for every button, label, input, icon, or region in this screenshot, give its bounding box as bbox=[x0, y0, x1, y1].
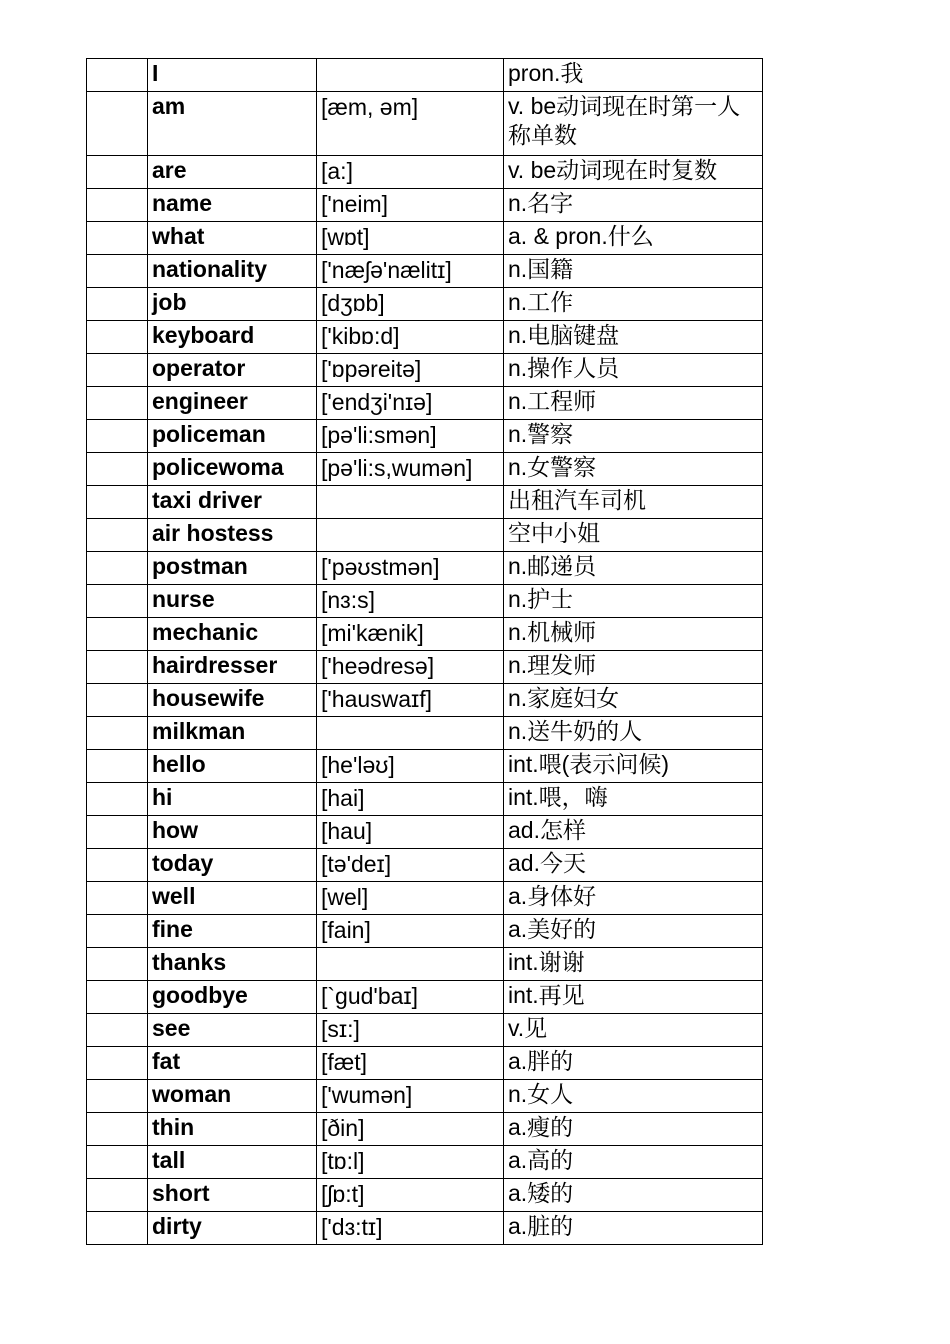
row-number-cell bbox=[87, 948, 148, 981]
meaning-cell: int.谢谢 bbox=[504, 948, 763, 981]
vocabulary-row bbox=[87, 651, 763, 684]
meaning-cell: a.瘦的 bbox=[504, 1113, 763, 1146]
word-cell: fine bbox=[148, 915, 317, 948]
row-number-cell bbox=[87, 585, 148, 618]
vocabulary-table-body bbox=[87, 59, 763, 1245]
word-cell: what bbox=[148, 222, 317, 255]
phonetic-cell: ['wumən] bbox=[317, 1080, 504, 1113]
row-number-cell bbox=[87, 783, 148, 816]
vocabulary-row bbox=[87, 354, 763, 387]
row-number-cell bbox=[87, 816, 148, 849]
vocabulary-row bbox=[87, 255, 763, 288]
meaning-cell: a.胖的 bbox=[504, 1047, 763, 1080]
phonetic-cell: [a:] bbox=[317, 156, 504, 189]
vocabulary-row bbox=[87, 1113, 763, 1146]
meaning-cell: n.警察 bbox=[504, 420, 763, 453]
row-number-cell bbox=[87, 651, 148, 684]
meaning-cell: 出租汽车司机 bbox=[504, 486, 763, 519]
word-cell: are bbox=[148, 156, 317, 189]
phonetic-cell: [ðin] bbox=[317, 1113, 504, 1146]
meaning-cell: a.身体好 bbox=[504, 882, 763, 915]
word-cell: short bbox=[148, 1179, 317, 1212]
phonetic-cell: ['pəʊstmən] bbox=[317, 552, 504, 585]
meaning-cell: v. be动词现在时第一人称单数 bbox=[504, 92, 763, 156]
word-cell: goodbye bbox=[148, 981, 317, 1014]
phonetic-cell: [pə'li:smən] bbox=[317, 420, 504, 453]
row-number-cell bbox=[87, 750, 148, 783]
word-cell: engineer bbox=[148, 387, 317, 420]
vocabulary-table bbox=[86, 58, 763, 1245]
phonetic-cell: ['hauswaɪf] bbox=[317, 684, 504, 717]
row-number-cell bbox=[87, 717, 148, 750]
meaning-cell: a.脏的 bbox=[504, 1212, 763, 1245]
vocabulary-row bbox=[87, 915, 763, 948]
meaning-cell: a.美好的 bbox=[504, 915, 763, 948]
phonetic-cell: [fæt] bbox=[317, 1047, 504, 1080]
word-cell: name bbox=[148, 189, 317, 222]
phonetic-cell: [hau] bbox=[317, 816, 504, 849]
phonetic-cell: [fain] bbox=[317, 915, 504, 948]
row-number-cell bbox=[87, 981, 148, 1014]
phonetic-cell: ['næʃə'nælitɪ] bbox=[317, 255, 504, 288]
vocabulary-row bbox=[87, 420, 763, 453]
vocabulary-row bbox=[87, 717, 763, 750]
row-number-cell bbox=[87, 915, 148, 948]
row-number-cell bbox=[87, 1113, 148, 1146]
word-cell: how bbox=[148, 816, 317, 849]
word-cell: fat bbox=[148, 1047, 317, 1080]
phonetic-cell: [`gud'baɪ] bbox=[317, 981, 504, 1014]
meaning-cell: v. be动词现在时复数 bbox=[504, 156, 763, 189]
phonetic-cell: [pə'li:s,wumən] bbox=[317, 453, 504, 486]
phonetic-cell: [sɪ:] bbox=[317, 1014, 504, 1047]
phonetic-cell: [mi'kænik] bbox=[317, 618, 504, 651]
phonetic-cell: ['heədresə] bbox=[317, 651, 504, 684]
row-number-cell bbox=[87, 849, 148, 882]
meaning-cell: n.女人 bbox=[504, 1080, 763, 1113]
row-number-cell bbox=[87, 59, 148, 92]
word-cell: I bbox=[148, 59, 317, 92]
phonetic-cell: [wel] bbox=[317, 882, 504, 915]
vocabulary-row bbox=[87, 189, 763, 222]
meaning-cell: n.工作 bbox=[504, 288, 763, 321]
row-number-cell bbox=[87, 92, 148, 156]
word-cell: keyboard bbox=[148, 321, 317, 354]
phonetic-cell: [tɒ:l] bbox=[317, 1146, 504, 1179]
vocabulary-row bbox=[87, 585, 763, 618]
meaning-cell: a.矮的 bbox=[504, 1179, 763, 1212]
phonetic-cell: [wɒt] bbox=[317, 222, 504, 255]
vocabulary-row bbox=[87, 849, 763, 882]
row-number-cell bbox=[87, 420, 148, 453]
meaning-cell: n.送牛奶的人 bbox=[504, 717, 763, 750]
meaning-cell: int.喂，嗨 bbox=[504, 783, 763, 816]
row-number-cell bbox=[87, 156, 148, 189]
row-number-cell bbox=[87, 1212, 148, 1245]
phonetic-cell: [tə'deɪ] bbox=[317, 849, 504, 882]
phonetic-cell bbox=[317, 486, 504, 519]
vocabulary-row bbox=[87, 92, 763, 156]
word-cell: operator bbox=[148, 354, 317, 387]
meaning-cell: ad.今天 bbox=[504, 849, 763, 882]
row-number-cell bbox=[87, 288, 148, 321]
meaning-cell: n.操作人员 bbox=[504, 354, 763, 387]
vocabulary-row bbox=[87, 1146, 763, 1179]
word-cell: woman bbox=[148, 1080, 317, 1113]
meaning-cell: int.再见 bbox=[504, 981, 763, 1014]
word-cell: policeman bbox=[148, 420, 317, 453]
word-cell: milkman bbox=[148, 717, 317, 750]
row-number-cell bbox=[87, 684, 148, 717]
vocabulary-row bbox=[87, 156, 763, 189]
phonetic-cell: [he'ləʊ] bbox=[317, 750, 504, 783]
vocabulary-row bbox=[87, 1179, 763, 1212]
vocabulary-row bbox=[87, 59, 763, 92]
row-number-cell bbox=[87, 486, 148, 519]
phonetic-cell: ['neim] bbox=[317, 189, 504, 222]
vocabulary-row bbox=[87, 519, 763, 552]
meaning-cell: int.喂(表示问候) bbox=[504, 750, 763, 783]
phonetic-cell: ['endʒi'nɪə] bbox=[317, 387, 504, 420]
vocabulary-row bbox=[87, 981, 763, 1014]
phonetic-cell: ['dɜ:tɪ] bbox=[317, 1212, 504, 1245]
word-cell: mechanic bbox=[148, 618, 317, 651]
vocabulary-row bbox=[87, 222, 763, 255]
word-cell: housewife bbox=[148, 684, 317, 717]
row-number-cell bbox=[87, 387, 148, 420]
vocabulary-row bbox=[87, 750, 763, 783]
word-cell: thin bbox=[148, 1113, 317, 1146]
meaning-cell: n.国籍 bbox=[504, 255, 763, 288]
word-cell: job bbox=[148, 288, 317, 321]
meaning-cell: n.电脑键盘 bbox=[504, 321, 763, 354]
word-cell: hi bbox=[148, 783, 317, 816]
meaning-cell: n.名字 bbox=[504, 189, 763, 222]
row-number-cell bbox=[87, 519, 148, 552]
row-number-cell bbox=[87, 1080, 148, 1113]
row-number-cell bbox=[87, 321, 148, 354]
vocabulary-row bbox=[87, 783, 763, 816]
word-cell: well bbox=[148, 882, 317, 915]
word-cell: policewoma bbox=[148, 453, 317, 486]
phonetic-cell: [dʒɒb] bbox=[317, 288, 504, 321]
row-number-cell bbox=[87, 1146, 148, 1179]
vocabulary-row bbox=[87, 387, 763, 420]
phonetic-cell bbox=[317, 519, 504, 552]
meaning-cell: n.工程师 bbox=[504, 387, 763, 420]
meaning-cell: a. & pron.什么 bbox=[504, 222, 763, 255]
meaning-cell: a.高的 bbox=[504, 1146, 763, 1179]
meaning-cell: n.理发师 bbox=[504, 651, 763, 684]
phonetic-cell bbox=[317, 717, 504, 750]
vocabulary-row bbox=[87, 882, 763, 915]
vocabulary-row bbox=[87, 1014, 763, 1047]
meaning-cell: pron.我 bbox=[504, 59, 763, 92]
vocabulary-row bbox=[87, 948, 763, 981]
word-cell: nurse bbox=[148, 585, 317, 618]
word-cell: see bbox=[148, 1014, 317, 1047]
row-number-cell bbox=[87, 453, 148, 486]
word-cell: dirty bbox=[148, 1212, 317, 1245]
meaning-cell: n.家庭妇女 bbox=[504, 684, 763, 717]
vocabulary-row bbox=[87, 1080, 763, 1113]
vocabulary-row bbox=[87, 816, 763, 849]
word-cell: hello bbox=[148, 750, 317, 783]
vocabulary-row bbox=[87, 618, 763, 651]
vocabulary-row bbox=[87, 486, 763, 519]
row-number-cell bbox=[87, 618, 148, 651]
vocabulary-row bbox=[87, 453, 763, 486]
phonetic-cell: ['ɒpəreitə] bbox=[317, 354, 504, 387]
meaning-cell: n.邮递员 bbox=[504, 552, 763, 585]
vocabulary-row bbox=[87, 552, 763, 585]
row-number-cell bbox=[87, 255, 148, 288]
word-cell: hairdresser bbox=[148, 651, 317, 684]
word-cell: tall bbox=[148, 1146, 317, 1179]
word-cell: air hostess bbox=[148, 519, 317, 552]
phonetic-cell bbox=[317, 948, 504, 981]
word-cell: am bbox=[148, 92, 317, 156]
phonetic-cell: [nɜ:s] bbox=[317, 585, 504, 618]
meaning-cell: n.机械师 bbox=[504, 618, 763, 651]
vocabulary-row bbox=[87, 1047, 763, 1080]
vocabulary-row bbox=[87, 288, 763, 321]
row-number-cell bbox=[87, 552, 148, 585]
phonetic-cell: ['kibɒ:d] bbox=[317, 321, 504, 354]
meaning-cell: 空中小姐 bbox=[504, 519, 763, 552]
phonetic-cell: [æm, əm] bbox=[317, 92, 504, 156]
meaning-cell: n.女警察 bbox=[504, 453, 763, 486]
meaning-cell: v.见 bbox=[504, 1014, 763, 1047]
phonetic-cell bbox=[317, 59, 504, 92]
row-number-cell bbox=[87, 222, 148, 255]
phonetic-cell: [ʃɒ:t] bbox=[317, 1179, 504, 1212]
meaning-cell: n.护士 bbox=[504, 585, 763, 618]
row-number-cell bbox=[87, 1014, 148, 1047]
meaning-cell: ad.怎样 bbox=[504, 816, 763, 849]
vocabulary-row bbox=[87, 1212, 763, 1245]
word-cell: postman bbox=[148, 552, 317, 585]
vocabulary-row bbox=[87, 321, 763, 354]
row-number-cell bbox=[87, 1047, 148, 1080]
vocabulary-row bbox=[87, 684, 763, 717]
word-cell: thanks bbox=[148, 948, 317, 981]
row-number-cell bbox=[87, 882, 148, 915]
word-cell: today bbox=[148, 849, 317, 882]
row-number-cell bbox=[87, 1179, 148, 1212]
word-cell: taxi driver bbox=[148, 486, 317, 519]
phonetic-cell: [hai] bbox=[317, 783, 504, 816]
word-cell: nationality bbox=[148, 255, 317, 288]
row-number-cell bbox=[87, 354, 148, 387]
row-number-cell bbox=[87, 189, 148, 222]
